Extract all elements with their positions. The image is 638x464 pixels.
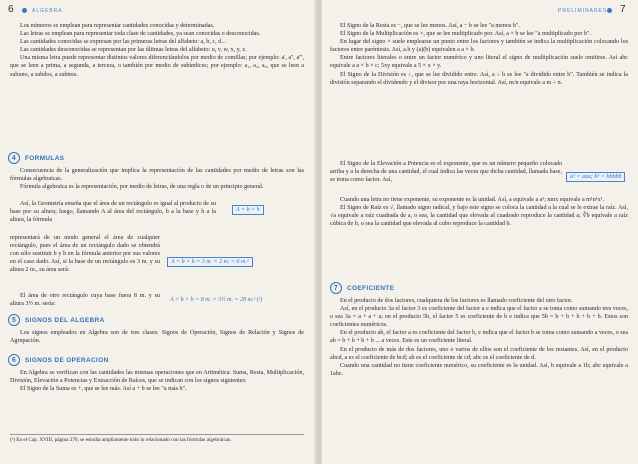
area-example-formula-2: A = b × h = 8 m. × 3½ m. = 28 m.² (¹) — [170, 297, 263, 303]
paragraph: En lugar del signo × suele emplearse un punto entre los factores y también se indica la multiplicación colocando los factores entre paréntesis. Así, a.b y (a)(b) equivalen a a × b. — [330, 39, 628, 54]
section-number-badge: 6 — [8, 354, 20, 366]
paragraph: Así, la Geometría enseña que el área de un rectángulo es igual al producto de su base por su altura; luego, llamando A al área del rectángulo, b a la base y h a la altura, la fórmula — [10, 201, 216, 224]
running-header: PRELIMINARES — [558, 8, 608, 14]
formulas-text-narrow — [10, 234, 160, 274]
operations-text — [330, 22, 628, 87]
section-heading-7 — [330, 282, 394, 294]
signos-text — [10, 329, 304, 345]
operacion-text — [10, 369, 304, 393]
page-number: 6 — [8, 4, 14, 15]
area-example-formula: A = b × h = 3 m. × 2 m. = 6 m.² — [167, 257, 253, 267]
left-page — [0, 0, 316, 464]
paragraph: El área de otro rectángulo cuya base fuera 8 m. y su altura 3½ m. sería: — [10, 293, 160, 308]
coeficiente-text — [330, 297, 628, 378]
paragraph: En el producto de dos factores, cualquiera de los factores es llamado coeficiente del otro factor. — [340, 298, 573, 304]
section-number-badge: 4 — [8, 152, 20, 164]
paragraph: Las letras se emplean para representar toda clase de cantidades, ya sean conocidas o desconocidas. — [20, 31, 261, 38]
paragraph: Cuando una letra no tiene exponente, su exponente es la unidad. Así, a equivale a a¹; mnx equivale a m¹n¹x¹. — [340, 197, 605, 203]
section-heading-6 — [8, 354, 109, 366]
section-number-badge: 7 — [330, 282, 342, 294]
power-formula: a³ = aaa; b⁵ = bbbbb — [566, 172, 625, 182]
paragraph: El Signo de Raíz es √, llamado signo radical, y bajo este signo se coloca la cantidad a la cual se le extrae la raíz. Así, √a equivale a raíz cuadrada de a, o sea, la cantidad que elevada al cuadrado reproduce la cantidad a; ∛b equivale a raíz cúbica de b, o sea la cantidad que elevada al cubo reproduce la cantidad b. — [330, 205, 628, 228]
area-formula: A = b × h — [232, 205, 264, 215]
paragraph: Los números se emplean para representar cantidades conocidas y determinadas. — [20, 23, 215, 29]
paragraph: En el producto de más de dos factores, uno o varios de ellos son el coeficiente de los restantes. Así, en el producto abcd, a es el coeficiente de bcd; ab es el coeficiente de cd; abc es el coeficiente de d. — [330, 346, 628, 361]
formulas-text-narrow — [10, 200, 216, 224]
paragraph: Las cantidades desconocidas se representan por las últimas letras del alfabeto: u, v, w, x, y, z. — [20, 47, 247, 54]
paragraph: El Signo de la Multiplicación es ×, que se lee multiplicado por. Así, a × b se lee "a multiplicado por b". — [340, 31, 591, 38]
paragraph: representará de un modo general el área de cualquier rectángulo, pues el área de un rectángulo dado se obtendrá con sólo sustituir b y h en la fórmula anterior por sus valores en el caso dado. Así, si la base de un rectángulo es 3 m. y su altura 2 m., su área será: — [10, 235, 160, 274]
right-page — [322, 0, 638, 464]
formulas-text — [10, 167, 304, 191]
page-number: 7 — [620, 4, 626, 15]
section-number-badge: 5 — [8, 314, 20, 326]
paragraph: El Signo de la División es ÷, que se lee dividido entre. Así, a ÷ b se lee "a dividido entre b". También se indica la división separando el dividendo y el divisor por una raya horizontal. Así, m/n equivale a m ÷ n. — [330, 71, 628, 86]
paragraph: Entre factores literales o entre un factor numérico y uno literal el signo de multiplicación suele omitirse. Así abc equivale a a × b × c; 5xy equivale a 5 × x × y. — [330, 55, 628, 70]
paragraph: En Algebra se verifican con las cantidades las mismas operaciones que en Aritmética: Suma, Resta, Multiplicación, División, Elevación a Potencias y Extracción de Raíces, que se indican con los signos siguientes: — [10, 370, 304, 385]
paragraph: En el producto ab, el factor a es coeficiente del factor b, e indica que el factor b se toma como sumando a veces, o sea ab = b + b + b + b ... a veces. Este es un coeficiente literal. — [330, 330, 628, 345]
power-text — [330, 160, 562, 184]
section-title: SIGNOS DE OPERACION — [25, 356, 109, 364]
root-text — [330, 196, 628, 228]
paragraph: El Signo de la Suma es +, que se lee más. Así a + b se lee "a más b". — [20, 386, 187, 393]
footnote: (¹) En el Cap. XVIII, página 270, se estudia ampliamente todo lo relacionado con las fórmulas algebraicas. — [10, 434, 304, 444]
section-title: SIGNOS DEL ALGEBRA — [25, 316, 105, 324]
header-dot-icon — [22, 8, 27, 13]
section-title: FORMULAS — [25, 154, 65, 162]
header-dot-icon — [607, 8, 612, 13]
section-heading-5 — [8, 314, 105, 326]
running-header: ALGEBRA — [32, 8, 63, 14]
section-heading-4 — [8, 152, 64, 164]
paragraph: El Signo de la Resta es −, que se lee menos. Así, a − b se lee "a menos b". — [340, 23, 520, 29]
paragraph: Una misma letra puede representar distintos valores diferenciándolos por medio de comillas; por ejemplo: a', a'', a''', que se leen a prima, a segunda, a tercera, o también por medio de subíndices; por ejemplo: a₁, a₂, a₃, que se leen a subuno, a subdos, a subtres. — [10, 55, 304, 78]
paragraph: Fórmula algebraica es la representación, por medio de letras, de una regla o de un principio general. — [20, 184, 264, 191]
paragraph: El Signo de la Elevación a Potencia es el exponente, que es un número pequeño colocado arriba y a la derecha de una cantidad, el cual indica las veces que dicha cantidad, llamada base, se toma como factor. Así, — [330, 161, 562, 184]
paragraph: Consecuencia de la generalización que implica la representación de las cantidades por medio de letras son las fórmulas algebraicas. — [10, 168, 304, 183]
formulas-text-narrow — [10, 292, 160, 308]
paragraph: Las cantidades conocidas se expresan por las primeras letras del alfabeto: a, b, c, d... — [20, 39, 226, 46]
intro-text — [10, 22, 304, 79]
paragraph: Los signos empleados en Algebra son de tres clases: Signos de Operación, Signos de Relación y Signos de Agrupación. — [10, 330, 304, 345]
paragraph: Así, en el producto 3a el factor 3 es coeficiente del factor a e indica que el factor a se toma como sumando tres veces, o sea 3a = a + a + a; en el producto 5b, el factor 5 es coeficiente de b e indica que 5b = b + b + b + b + b. Estos son coeficientes numéricos. — [330, 306, 628, 329]
section-title: COEFICIENTE — [347, 284, 395, 292]
paragraph: Cuando una cantidad no tiene coeficiente numérico, su coeficiente es la unidad. Así, b equivale a 1b; abc equivale a 1abc. — [330, 362, 628, 377]
